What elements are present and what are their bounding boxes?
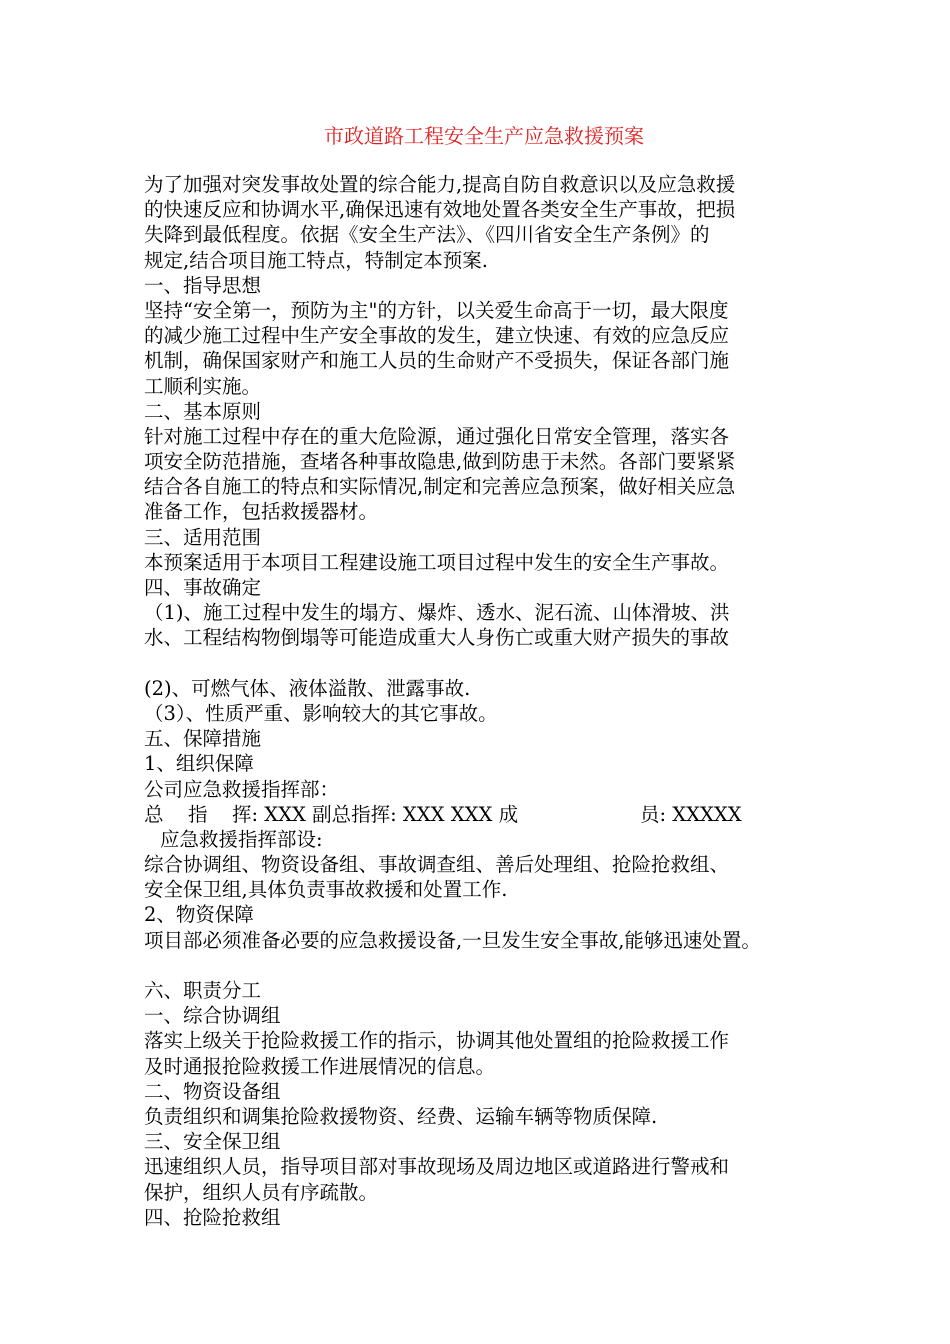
text-line: 应急救援指挥部设: xyxy=(160,827,323,851)
text-line: 迅速组织人员，指导项目部对事故现场及周边地区或道路进行警戒和 xyxy=(144,1155,730,1179)
text-line: 工顺利实施。 xyxy=(144,374,262,398)
command-roster-part: 员: XXXXX xyxy=(640,802,742,826)
section-heading: 五、保障措施 xyxy=(144,727,262,751)
section-heading: 四、事故确定 xyxy=(144,576,262,599)
text-line: （3）、性质严重、影响较大的其它事故。 xyxy=(144,701,498,725)
command-roster-part: 总 xyxy=(144,802,164,826)
text-line: 机制，确保国家财产和施工人员的生命财产不受损失，保证各部门施 xyxy=(144,349,730,373)
text-line: 落实上级关于抢险救援工作的指示，协调其他处置组的抢险救援工作 xyxy=(144,1029,730,1053)
text-line: 为了加强对突发事故处置的综合能力,提高自防自救意识以及应急救援 xyxy=(144,173,736,196)
section-heading: 六、职责分工 xyxy=(144,979,262,1002)
text-line: 项安全防范措施，查堵各种事故隐患,做到防患于未然。各部门要紧紧 xyxy=(144,450,736,474)
blank-line xyxy=(144,953,824,978)
subsection-heading: 一、综合协调组 xyxy=(144,1004,281,1028)
blank-line xyxy=(144,651,824,676)
text-line: 公司应急救援指挥部： xyxy=(144,777,340,801)
text-line: 水、工程结构物倒塌等可能造成重大人身伤亡或重大财产损失的事故 xyxy=(144,626,730,650)
text-line: 坚持“安全第一，预防为主"的方针，以关爱生命高于一切，最大限度 xyxy=(144,298,729,322)
command-roster-row xyxy=(144,802,824,827)
subsection-heading: 三、安全保卫组 xyxy=(144,1130,281,1154)
subsection-heading: 1、组织保障 xyxy=(144,752,254,776)
text-line: 准备工作，包括救援器材。 xyxy=(144,500,379,524)
text-line: （1)、施工过程中发生的塌方、爆炸、透水、泥石流、山体滑坡、洪 xyxy=(144,601,730,625)
subsection-heading: 四、抢险抢救组 xyxy=(144,1205,281,1229)
text-line: 本预案适用于本项目工程建设施工项目过程中发生的安全生产事故。 xyxy=(144,550,730,574)
section-heading: 三、适用范围 xyxy=(144,525,262,549)
command-roster-part: 指 xyxy=(188,802,208,826)
text-line: 安全保卫组,具体负责事故救援和处置工作. xyxy=(144,878,508,902)
command-roster-part: 挥: XXX 副总指挥: XXX XXX 成 xyxy=(232,802,519,826)
text-line: 针对施工过程中存在的重大危险源，通过强化日常安全管理，落实各 xyxy=(144,424,730,448)
text-line: 结合各自施工的特点和实际情况,制定和完善应急预案，做好相关应急 xyxy=(144,475,736,499)
text-line: 及时通报抢险救援工作进展情况的信息。 xyxy=(144,1054,496,1078)
text-line: 负责组织和调集抢险救援物资、经费、运输车辆等物质保障. xyxy=(144,1104,658,1128)
subsection-heading: 2、物资保障 xyxy=(144,903,254,927)
subsection-heading: 二、物资设备组 xyxy=(144,1079,281,1103)
text-line: 失降到最低程度。依据《安全生产法》、《四川省安全生产条例》的 xyxy=(144,223,710,247)
text-line: 保护，组织人员有序疏散。 xyxy=(144,1180,379,1204)
text-line: 的减少施工过程中生产安全事故的发生，建立快速、有效的应急反应 xyxy=(144,324,730,348)
document-title: 市政道路工程安全生产应急救援预案 xyxy=(324,124,644,148)
section-heading: 二、基本原则 xyxy=(144,399,262,423)
text-line: 综合协调组、物资设备组、事故调查组、善后处理组、抢险抢救组、 xyxy=(144,853,730,877)
text-line: 规定,结合项目施工特点，特制定本预案. xyxy=(144,248,488,272)
section-heading: 一、指导思想 xyxy=(144,273,262,297)
text-line: (2)、可燃气体、液体溢散、泄露事故. xyxy=(144,676,471,700)
text-line: 的快速反应和协调水平,确保迅速有效地处置各类安全生产事故，把损 xyxy=(144,198,736,222)
document-body xyxy=(144,172,824,1230)
text-line: 项目部必须准备必要的应急救援设备,一旦发生安全事故,能够迅速处置。 xyxy=(144,928,761,952)
